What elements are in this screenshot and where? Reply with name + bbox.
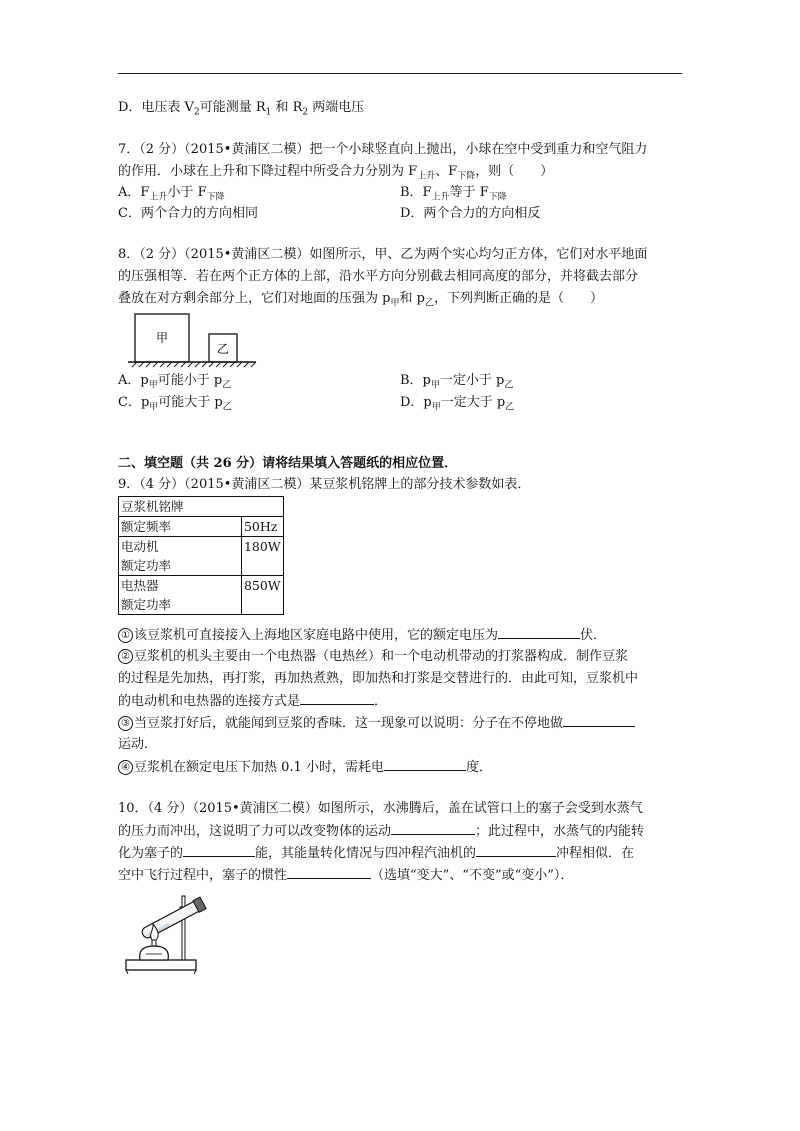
- row-motor-label: 电动机 额定功率: [119, 537, 242, 576]
- q9-sub3-line2: 运动．: [118, 737, 158, 752]
- table-title: 豆浆机铭牌: [119, 497, 284, 517]
- q9-sub3: ③ 当豆浆打好后，就能闻到豆浆的香味．这一现象可以说明：分子在不停地做: [118, 714, 635, 733]
- section-2-heading: 二、填空题（共 26 分）请将结果填入答题纸的相应位置．: [118, 456, 458, 471]
- q9-intro: 9．（4 分）（2015•黄浦区二模）某豆浆机铭牌上的部分技术参数如表．: [118, 477, 531, 492]
- q9-sub1: ① 该豆浆机可直接接入上海地区家庭电路中使用，它的额定电压为 伏．: [118, 626, 606, 645]
- q8-stem-line2: 的压强相等．若在两个正方体的上部，沿水平方向分别截去相同高度的部分，并将截去部分: [118, 269, 639, 284]
- q7-stem-line2: 的作用．小球在上升和下降过程中所受合力分别为 $F_{上升}$、$F_{下降}$，则（ ）: [118, 164, 554, 182]
- q8-option-d: D．$p_甲$一定大于 $p_乙$: [400, 395, 515, 413]
- stand-pole: [182, 896, 185, 960]
- stand-base: [126, 960, 196, 970]
- test-tube: [140, 897, 206, 940]
- row-motor-value: 180W: [241, 537, 283, 576]
- soymilk-nameplate-table: [118, 496, 284, 615]
- q7-option-d: D．两个合力的方向相反: [400, 206, 541, 221]
- q8-stem-line1: 8．（2 分）（2015•黄浦区二模）如图所示，甲、乙为两个实心均匀正方体，它们对水平地面: [118, 247, 648, 262]
- q7-option-c: C．两个合力的方向相同: [118, 206, 258, 221]
- label-yi: 乙: [216, 342, 230, 356]
- q8-stem-line3: 叠放在对方剩余部分上，它们对地面的压强为 $p_甲$和 $p_乙$，下列判断正确的是（ ）: [118, 291, 603, 309]
- q8-cubes-figure: [118, 308, 268, 370]
- label-jia: 甲: [155, 331, 169, 345]
- q7-stem-line1: 7．（2 分）（2015•黄浦区二模）把一个小球竖直向上抛出，小球在空中受到重力和空气阻力: [118, 142, 648, 157]
- q7-option-b: B．$F_{上升}$等于 $F_{下降}$: [400, 185, 507, 203]
- q9-sub2-line1: ② 豆浆机的机头主要由一个电热器（电热丝）和一个电动机带动的打浆器构成．制作豆浆: [118, 648, 628, 666]
- alcohol-lamp: [140, 946, 169, 960]
- row-heater-label: 电热器 额定功率: [119, 576, 242, 615]
- q10-test-tube-figure: [118, 892, 218, 978]
- answer-blank-7[interactable]: [476, 844, 556, 857]
- lamp-wick: [152, 940, 156, 946]
- answer-blank-2[interactable]: [300, 692, 374, 705]
- answer-blank-3[interactable]: [563, 714, 635, 727]
- q6-option-d: D．电压表 $V_2$可能测量 $R_1$ 和 $R_2$ 两端电压: [118, 100, 365, 118]
- q8-option-a: A．$p_甲$可能小于 $p_乙$: [118, 373, 232, 391]
- row-heater-value: 850W: [241, 576, 283, 615]
- q9-sub2-line3: 的电动机和电热器的连接方式是 ．: [118, 694, 388, 709]
- answer-blank-8[interactable]: [287, 866, 371, 879]
- answer-blank-4[interactable]: [384, 758, 466, 771]
- q10-line2: 的压力而冲出，这说明了力可以改变物体的运动 ；此过程中，水蒸气的内能转: [118, 824, 645, 839]
- row-frequency-value: 50Hz: [241, 517, 283, 537]
- q8-option-c: C．$p_甲$可能大于 $p_乙$: [118, 395, 232, 413]
- top-rule: [118, 73, 682, 74]
- answer-blank-6[interactable]: [183, 844, 255, 857]
- q10-line1: 10．（4 分）（2015•黄浦区二模）如图所示，水沸腾后，盖在试管口上的塞子会受到水蒸气: [118, 801, 643, 816]
- q9-sub4: ④ 豆浆机在额定电压下加热 0.1 小时，需耗电 度．: [118, 758, 492, 777]
- q7-option-a: A．$F_{上升}$小于 $F_{下降}$: [118, 185, 225, 203]
- q10-line4: 空中飞行过程中，塞子的惯性 （选填“变大”、“不变”或“变小”）．: [118, 868, 574, 883]
- answer-blank-5[interactable]: [391, 822, 475, 835]
- answer-blank-1[interactable]: [498, 626, 580, 639]
- q10-line3: 化为塞子的 能，其能量转化情况与四冲程汽油机的 冲程相似．在: [118, 846, 635, 861]
- q8-option-b: B．$p_甲$一定小于 $p_乙$: [400, 373, 514, 391]
- q9-sub2-line2: 的过程是先加热，再打浆，再加热煮熟，即加热和打浆是交替进行的．由此可知，豆浆机中: [118, 671, 639, 686]
- row-frequency-label: 额定频率: [119, 517, 242, 537]
